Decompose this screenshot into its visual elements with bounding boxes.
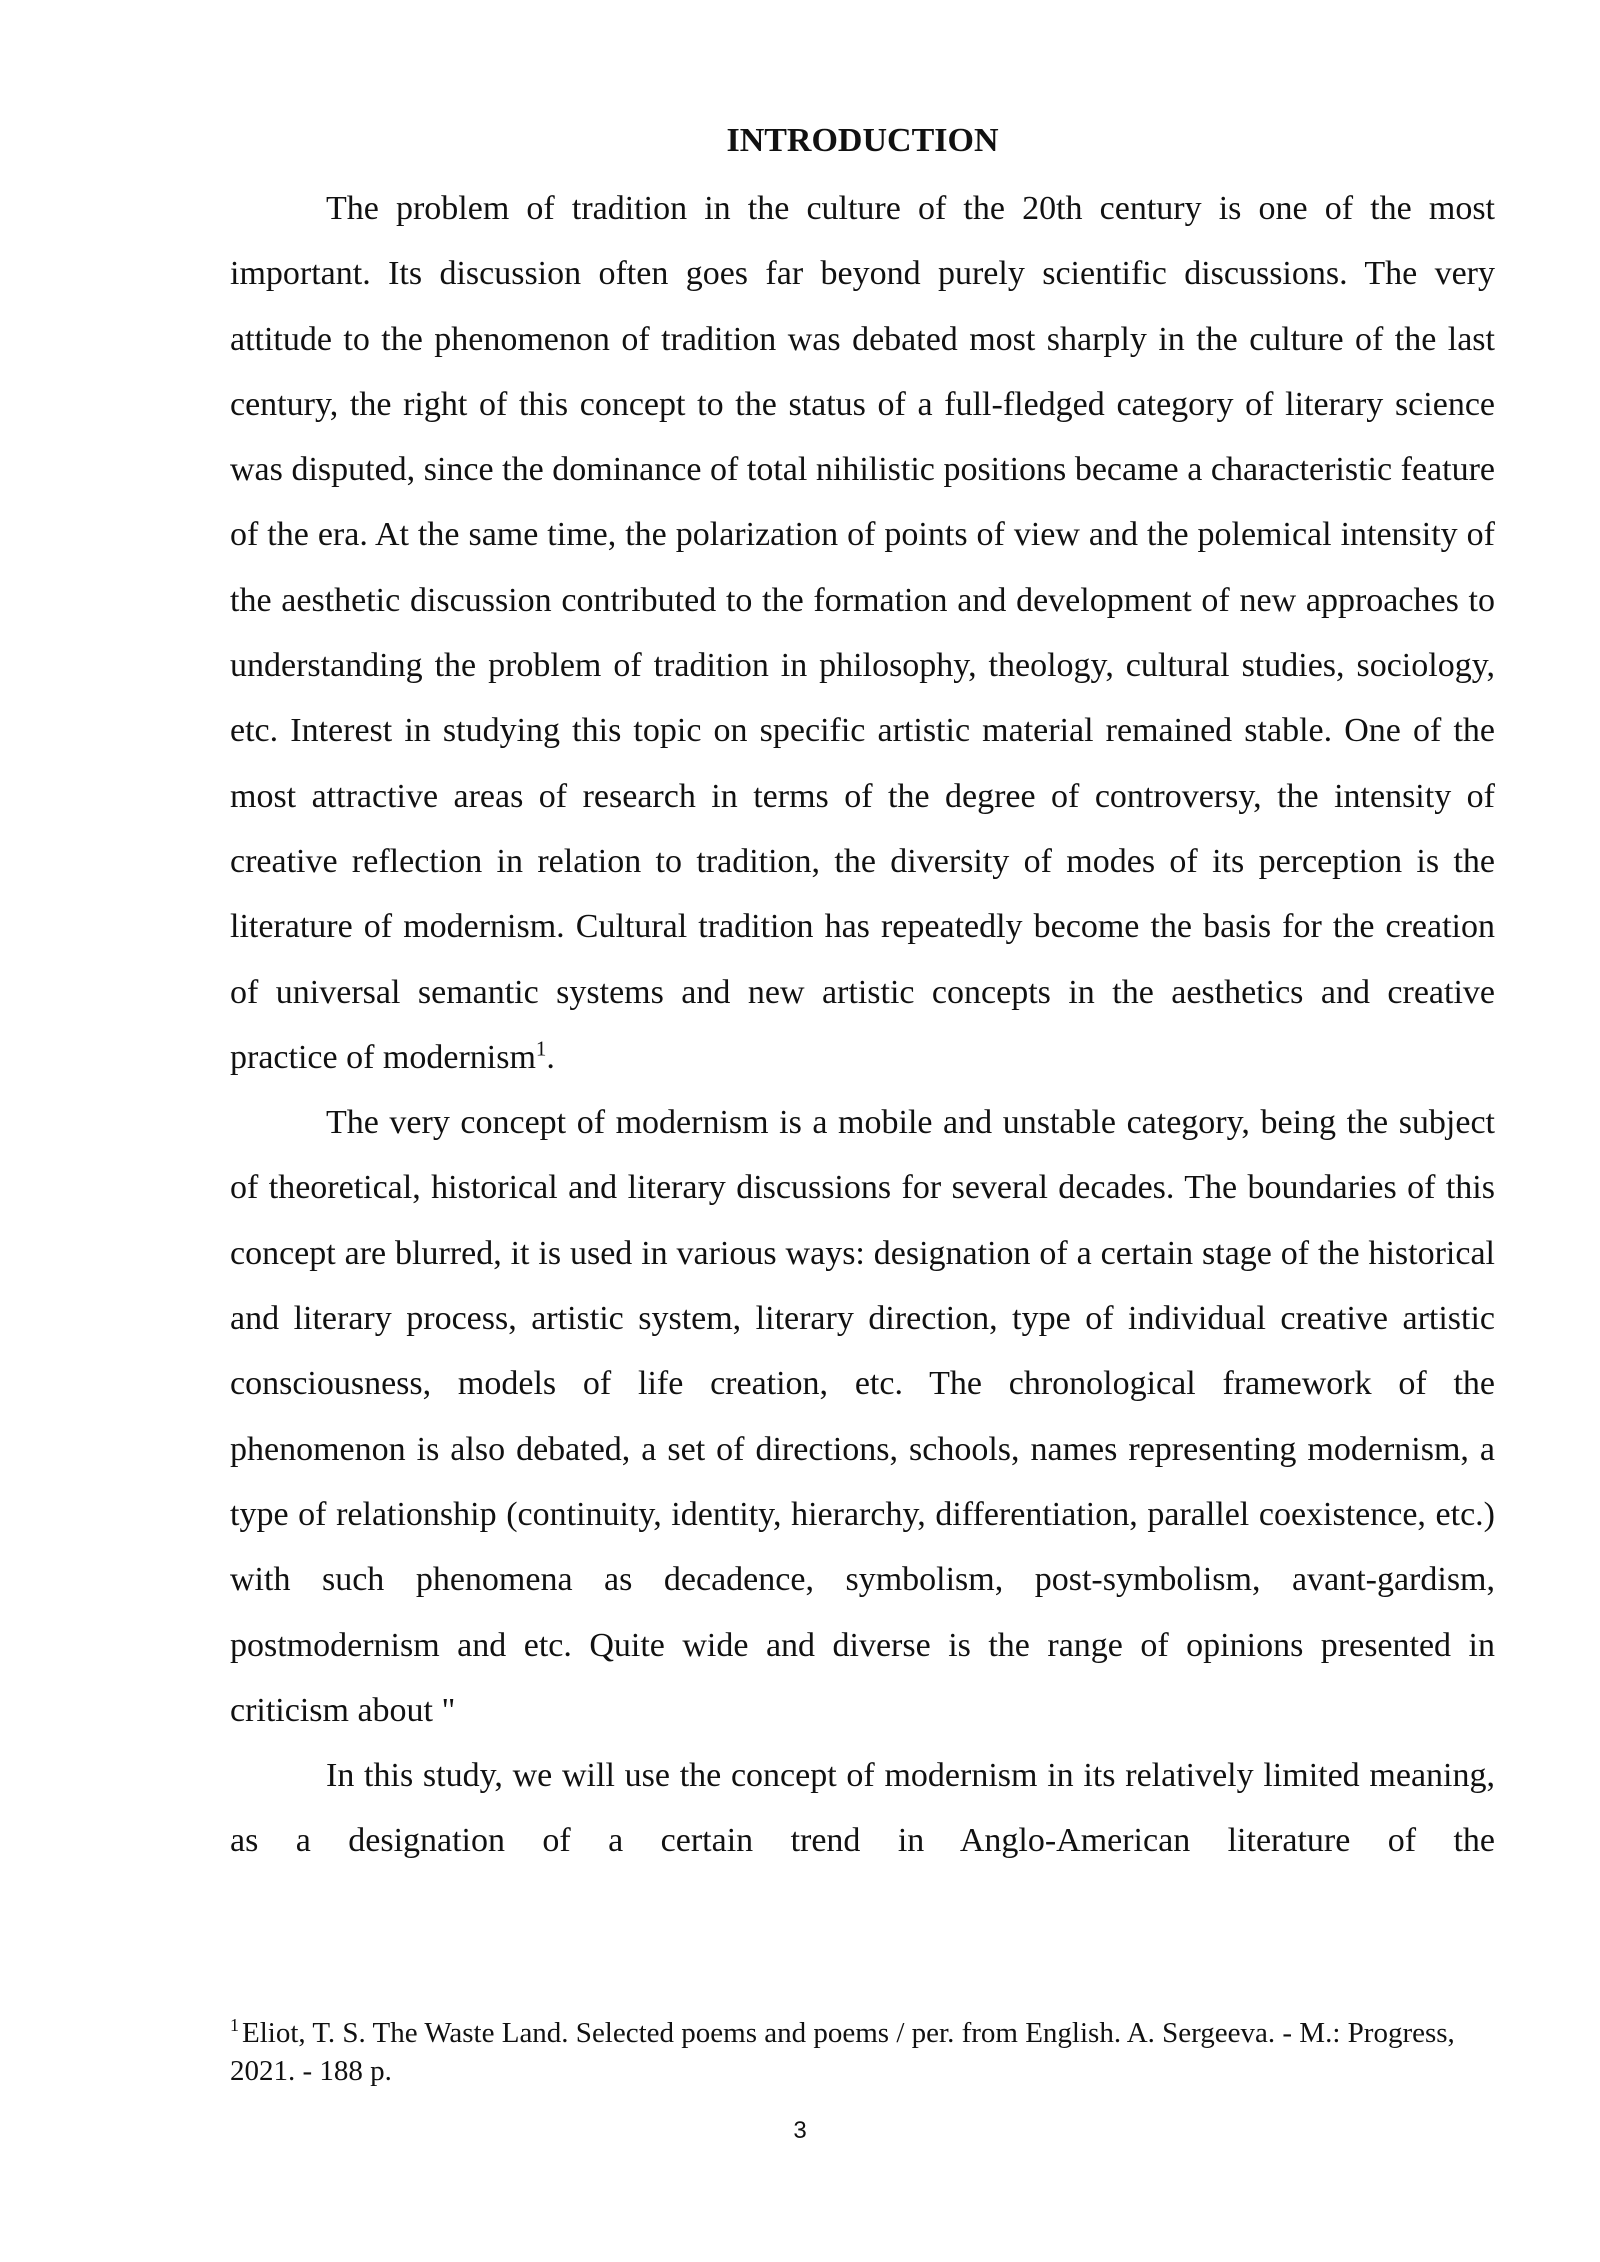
paragraph-2 [230, 1090, 1495, 1743]
paragraph-3-text: In this study, we will use the concept of modernism in its relatively limited meaning, as a designation of a certain trend in Anglo-American literature of the [230, 1757, 1495, 1860]
paragraph-1-text: The problem of tradition in the culture of the 20th century is one of the most important. Its discussion often goes far beyond purely scientific discussions. The very attitude to the phenomenon of tradition was debated most sharply in the culture of the last century, the right of this concept to the status of a full-fledged category of literary science was disputed, since the dominance of total nihilistic positions became a characteristic feature of the era. At the same time, the polarization of points of view and the polemical intensity of the aesthetic discussion contributed to the formation and development of new approaches to understanding the problem of tradition in philosophy, theology, cultural studies, sociology, etc. Interest in studying this topic on specific artistic material remained stable. One of the most attractive areas of research in terms of the degree of controversy, the intensity of creative reflection in relation to tradition, the diversity of modes of its perception is the literature of modernism. Cultural tradition has repeatedly become the basis for the creation of universal semantic systems and new artistic concepts in the aesthetics and creative practice of modernism [230, 190, 1495, 1076]
paragraph-1-tail: . [546, 1038, 555, 1076]
footnote-text: Eliot, T. S. The Waste Land. Selected poems and poems / per. from English. A. Sergeeva. - M.: Progress, 2021. - 188 p. [230, 2017, 1455, 2087]
paragraph-3 [230, 1743, 1495, 1874]
footnote-reference[interactable]: 1 [535, 1036, 547, 1061]
page-number: 3 [793, 2117, 807, 2144]
footnote [230, 2014, 1495, 2090]
footnote-number: 1 [230, 2015, 239, 2036]
section-heading: INTRODUCTION [726, 122, 999, 159]
paragraph-2-text: The very concept of modernism is a mobile and unstable category, being the subject of theoretical, historical and literary discussions for several decades. The boundaries of this concept are blurred, it is used in various ways: designation of a certain stage of the historical and literary process, artistic system, literary direction, type of individual creative artistic consciousness, models of life creation, etc. The chronological framework of the phenomenon is also debated, a set of directions, schools, names representing modernism, a type of relationship (continuity, identity, hierarchy, differentiation, parallel coexistence, etc.) with such phenomena as decadence, symbolism, post-symbolism, avant-gardism, postmodernism and etc. Quite wide and diverse is the range of opinions presented in criticism about " [230, 1104, 1495, 1729]
body-text [230, 176, 1495, 1874]
paragraph-1 [230, 176, 1495, 1090]
